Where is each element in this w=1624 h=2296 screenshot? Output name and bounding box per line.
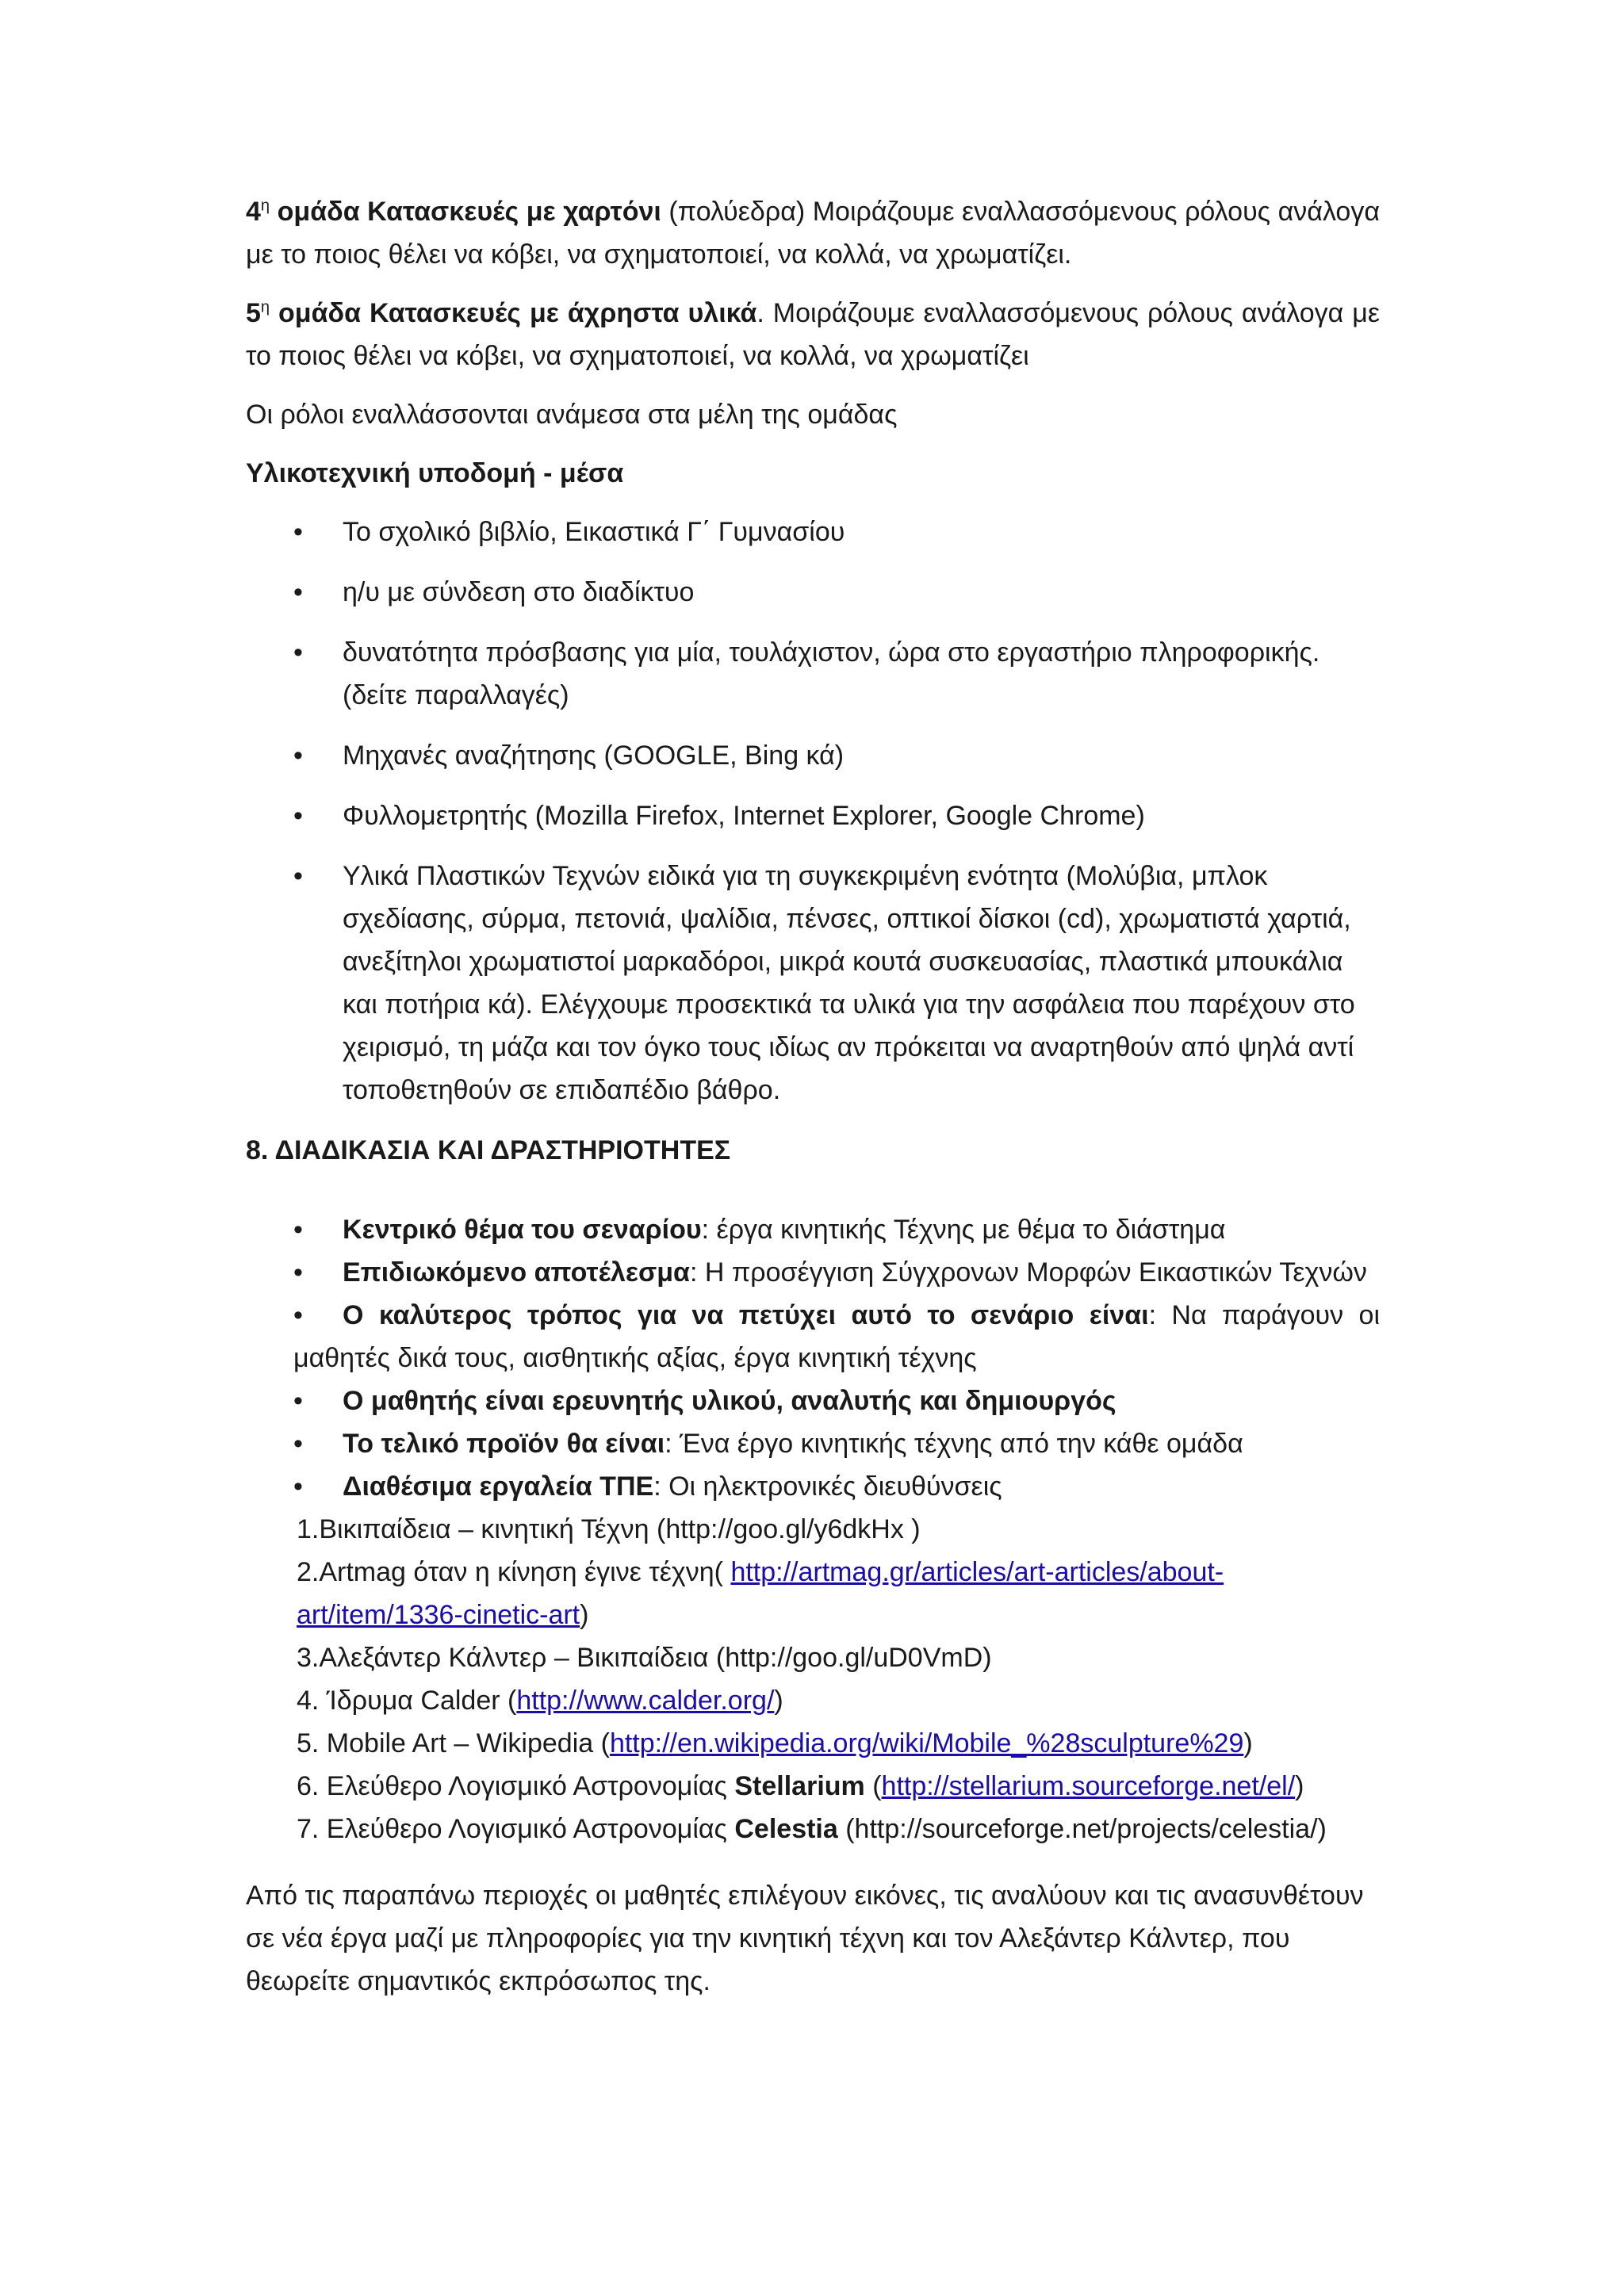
link-item-1: 1.Βικιπαίδεια – κινητική Τέχνη (http://goo.gl/y6dkHx ) — [297, 1514, 921, 1544]
wikipedia-mobile-link[interactable]: http://en.wikipedia.org/wiki/Mobile_%28sculpture%29 — [609, 1728, 1244, 1758]
roles-paragraph: Οι ρόλοι εναλλάσσονται ανάμεσα στα μέλη της ομάδας — [246, 400, 898, 430]
list-item: • Το σχολικό βιβλίο, Εικαστικά Γ΄ Γυμνασίου — [246, 511, 1380, 553]
group5-paragraph — [246, 292, 1380, 377]
closing-paragraph: Από τις παραπάνω περιοχές οι μαθητές επιλέγουν εικόνες, τις αναλύουν και τις ανασυνθέτουν σε νέα έργα μαζί με πληροφορίες για την κινητική τέχνη και τον Αλεξάντερ Κάλντερ, που θεωρείτε σημαντικός εκπρόσωπος της. — [246, 1881, 1364, 1996]
link-item-4 — [297, 1679, 1380, 1722]
infrastructure-heading: Υλικοτεχνική υποδομή - μέσα — [246, 458, 624, 488]
link-6-suffix: ) — [1295, 1771, 1304, 1801]
group5-title: ομάδα Κατασκευές με άχρηστα υλικά — [278, 298, 757, 328]
celestia-label: Celestia — [734, 1814, 838, 1844]
list-item-theme — [246, 1208, 1380, 1251]
bullet-icon: • — [293, 1300, 303, 1330]
list-item-best-way — [246, 1294, 1380, 1380]
group5-number: 5 — [246, 298, 261, 328]
link-4-suffix: ) — [774, 1686, 783, 1716]
group4-text: (πολύεδρα) Μοιράζουμε εναλλασσόμενους ρόλους ανάλογα με το ποιος θέλει να κόβει, να σχηματοποιεί, να κολλά, να χρωματίζει. — [246, 197, 1380, 270]
theme-label: Κεντρικό θέμα του σεναρίου — [343, 1215, 702, 1245]
link-2-suffix: ) — [580, 1600, 589, 1630]
group4-title: ομάδα Κατασκευές με χαρτόνι — [277, 197, 661, 227]
link-6-mid: ( — [864, 1771, 882, 1801]
group4-number: 4 — [246, 197, 261, 227]
list-item-goal — [246, 1251, 1380, 1294]
link-item-3: 3.Αλεξάντερ Κάλντερ – Βικιπαίδεια (http://goo.gl/uD0VmD) — [297, 1643, 992, 1673]
section-8-heading: 8. ΔΙΑΔΙΚΑΣΙΑ ΚΑΙ ΔΡΑΣΤΗΡΙΟΤΗΤΕΣ — [246, 1135, 731, 1165]
document-page — [246, 190, 1380, 2003]
group5-superscript: η — [260, 298, 270, 316]
details-list — [246, 1208, 1380, 1508]
list-item: • Υλικά Πλαστικών Τεχνών ειδικά για τη συγκεκριμένη ενότητα (Μολύβια, μπλοκ σχεδίασης, σύρμα, πετονιά, ψαλίδια, πένσες, οπτικοί δίσκοι (cd), χρωματιστά χαρτιά, ανεξίτηλοι χρωματιστοί μαρκαδόροι, μικρά κουτά συσκευασίας, πλαστικά μπουκάλια και ποτήρια κά). Ελέγχουμε προσεκτικά τα υλικά για την ασφάλεια που παρέχουν στο χειρισμό, τη μάζα και τον όγκο τους ιδίως αν πρόκειται να αναρτηθούν από ψηλά αντί τοποθετηθούν σε επιδαπέδιο βάθρο. — [246, 855, 1380, 1112]
calder-link[interactable]: http://www.calder.org/ — [516, 1686, 775, 1716]
theme-value: : έργα κινητικής Τέχνης με θέμα το διάστημα — [701, 1215, 1226, 1245]
group4-paragraph — [246, 190, 1380, 276]
list-item: • Μηχανές αναζήτησης (GOOGLE, Bing κά) — [246, 734, 1380, 777]
link-5-suffix: ) — [1243, 1728, 1253, 1758]
student-label: Ο μαθητής είναι ερευνητής υλικού, αναλυτής και δημιουργός — [343, 1386, 1116, 1416]
artmag-link[interactable]: http://artmag.gr/articles/art-articles/about-art/item/1336-cinetic-art — [297, 1557, 1224, 1630]
link-2-prefix: 2.Artmag όταν η κίνηση έγινε τέχνη( — [297, 1557, 731, 1587]
link-6-prefix: 6. Ελεύθερο Λογισμικό Αστρονομίας — [297, 1771, 735, 1801]
group5-text: . Μοιράζουμε εναλλασσόμενους ρόλους ανάλογα με το ποιος θέλει να κόβει, να σχηματοποιεί, να κολλά, να χρωματίζει — [246, 298, 1380, 371]
product-label: Το τελικό προϊόν θα είναι — [343, 1429, 665, 1459]
list-item: • η/υ με σύνδεση στο διαδίκτυο — [246, 571, 1380, 614]
link-item-6 — [297, 1765, 1380, 1808]
goal-label: Επιδιωκόμενο αποτέλεσμα — [343, 1257, 690, 1288]
tools-label: Διαθέσιμα εργαλεία ΤΠΕ — [343, 1471, 654, 1502]
link-7-prefix: 7. Ελεύθερο Λογισμικό Αστρονομίας — [297, 1814, 735, 1844]
group4-superscript: η — [260, 197, 270, 215]
list-item: • δυνατότητα πρόσβασης για μία, τουλάχιστον, ώρα στο εργαστήριο πληροφορικής. (δείτε παραλλαγές) — [246, 631, 1380, 717]
stellarium-label: Stellarium — [734, 1771, 865, 1801]
list-item-student — [246, 1380, 1380, 1422]
tools-value: : Οι ηλεκτρονικές διευθύνσεις — [653, 1471, 1002, 1502]
list-item-product — [246, 1422, 1380, 1465]
link-item-5 — [297, 1722, 1380, 1765]
links-list — [246, 1508, 1380, 1850]
best-way-value: : Να παράγουν οι μαθητές δικά τους, αισθητικής αξίας, έργα κινητική τέχνης — [293, 1300, 1381, 1373]
link-7-suffix: (http://sourceforge.net/projects/celestia/) — [837, 1814, 1327, 1844]
link-item-7 — [297, 1808, 1380, 1850]
link-5-prefix: 5. Mobile Art – Wikipedia ( — [297, 1728, 610, 1758]
stellarium-link[interactable]: http://stellarium.sourceforge.net/el/ — [881, 1771, 1296, 1801]
list-item-tools — [246, 1465, 1380, 1508]
link-item-2 — [297, 1551, 1380, 1636]
goal-value: : Η προσέγγιση Σύγχρονων Μορφών Εικαστικών Τεχνών — [689, 1257, 1367, 1288]
product-value: : Ένα έργο κινητικής τέχνης από την κάθε ομάδα — [665, 1429, 1243, 1459]
list-item: • Φυλλομετρητής (Mozilla Firefox, Internet Explorer, Google Chrome) — [246, 794, 1380, 837]
best-way-label: Ο καλύτερος τρόπος για να πετύχει αυτό το σενάριο είναι — [343, 1300, 1149, 1330]
link-4-prefix: 4. Ίδρυμα Calder ( — [297, 1686, 517, 1716]
infrastructure-list — [246, 511, 1380, 1112]
